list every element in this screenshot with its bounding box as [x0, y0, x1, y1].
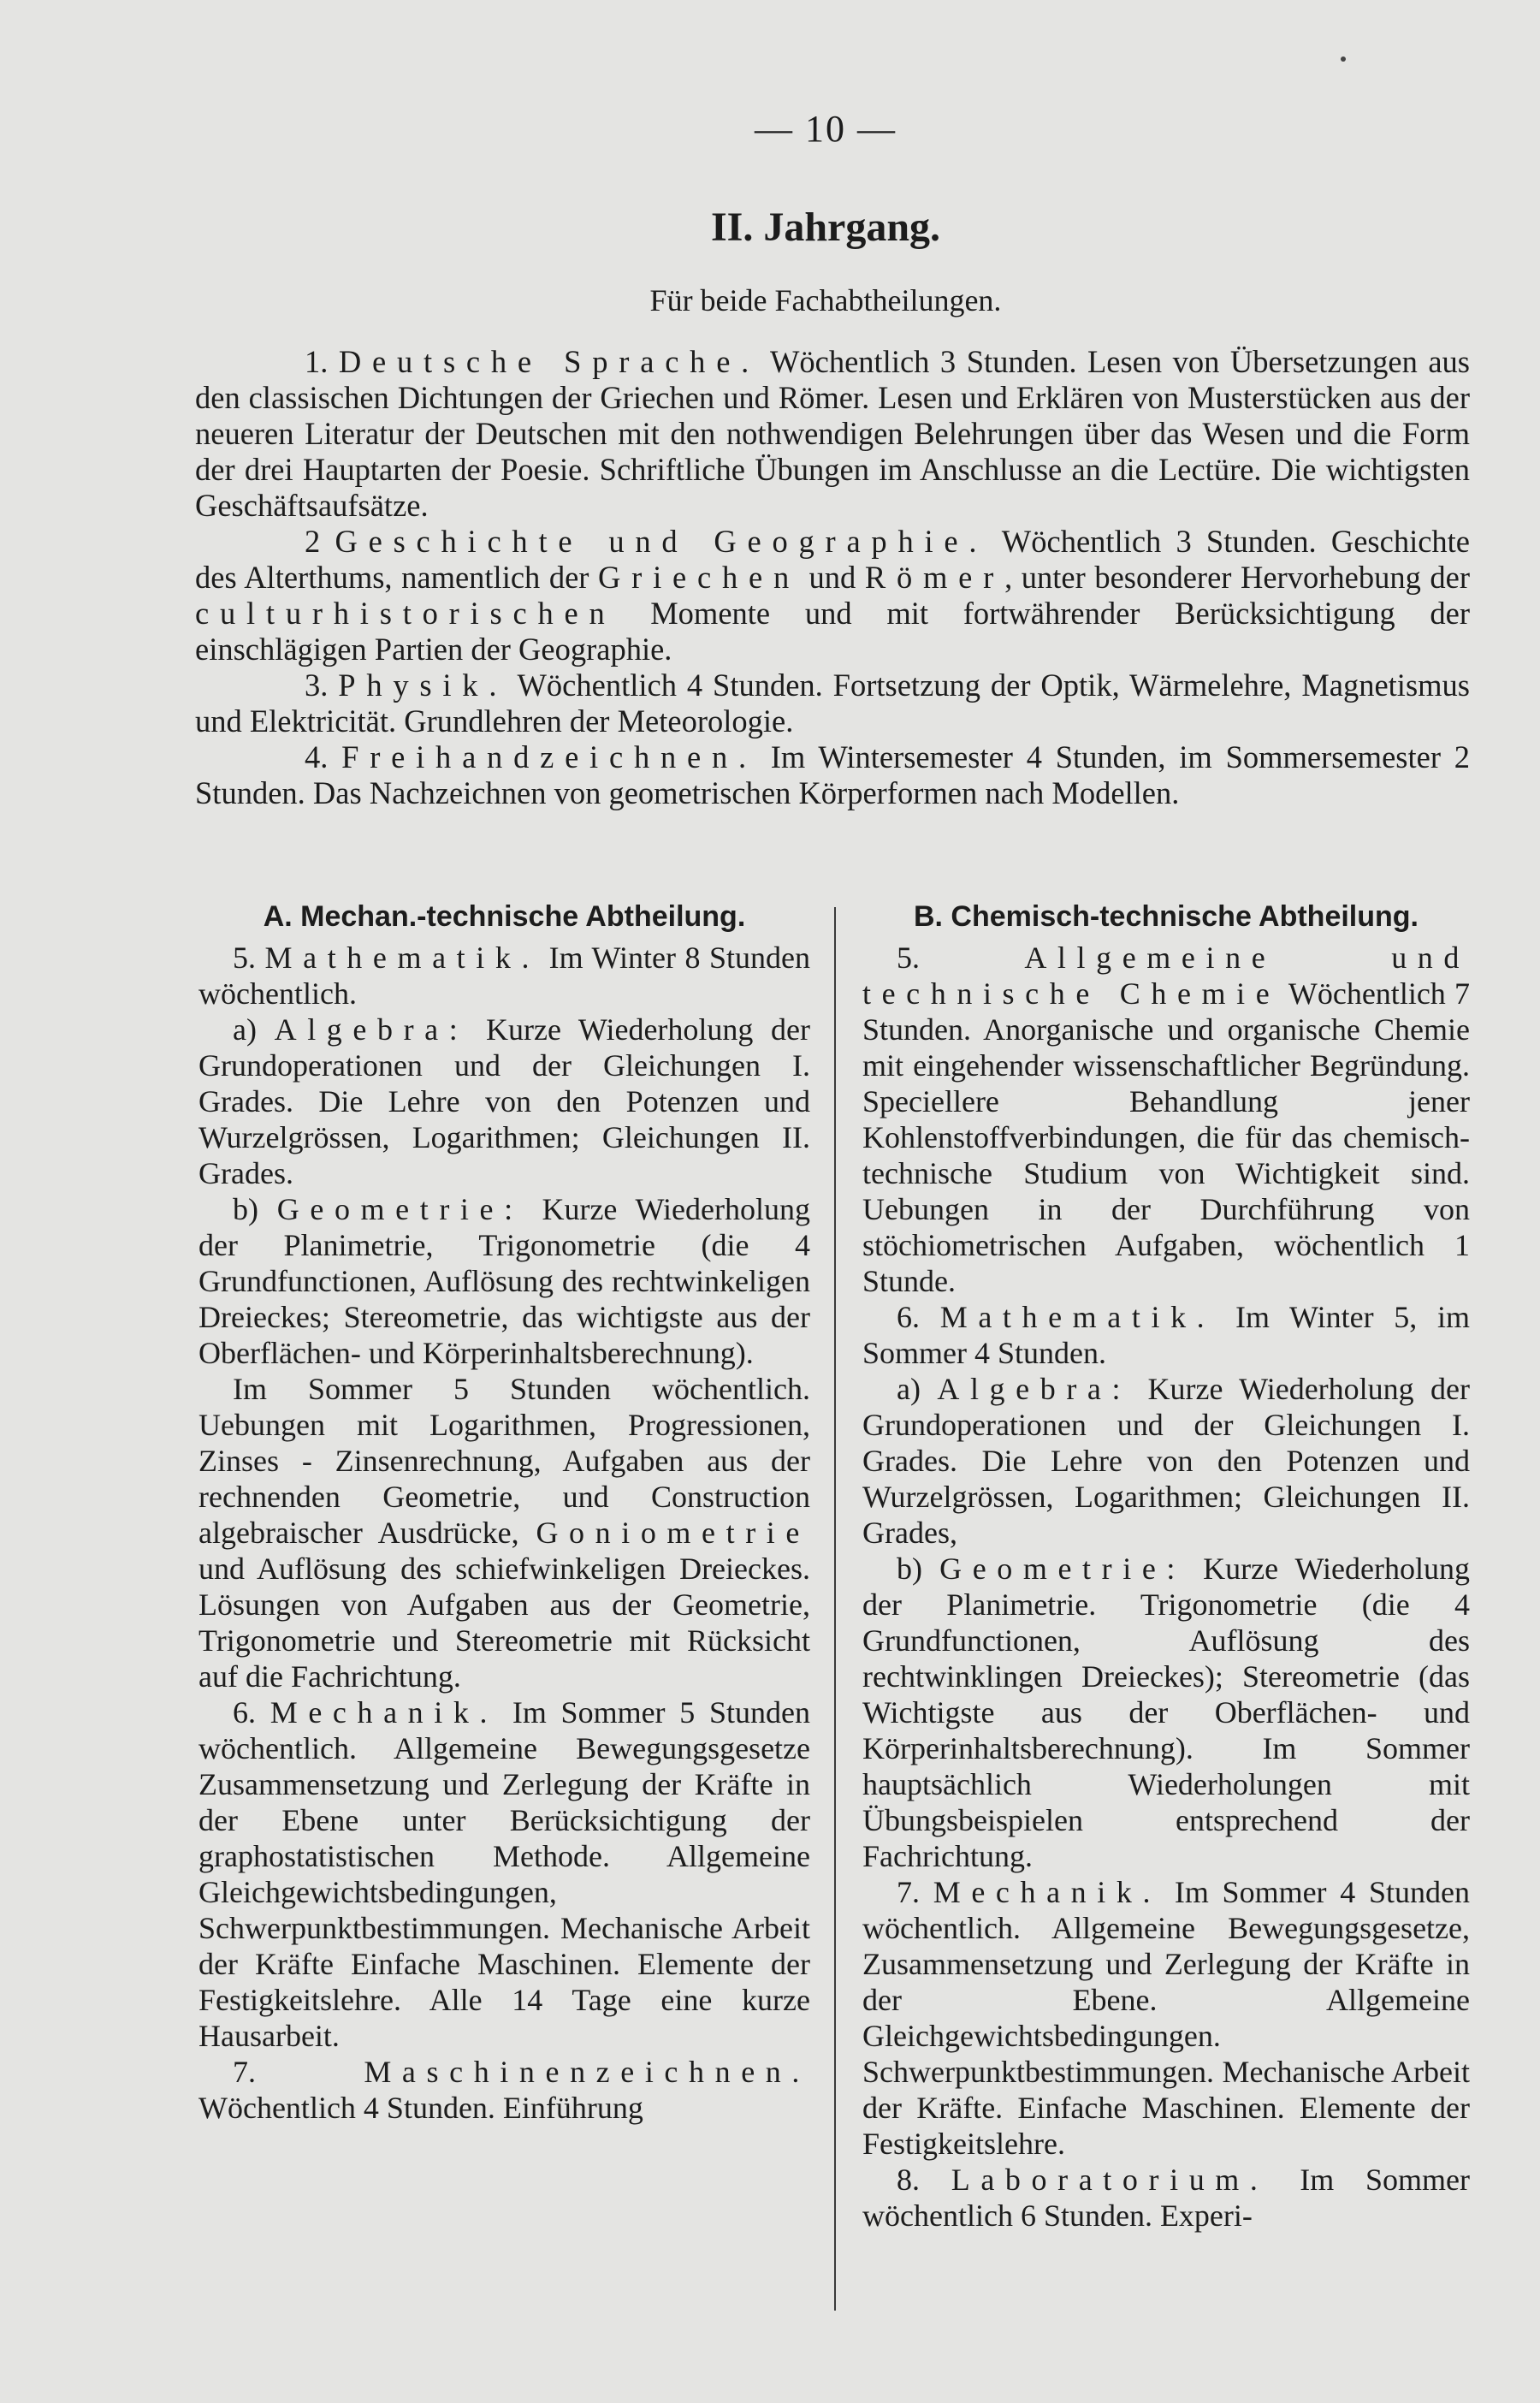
page-title: II. Jahrgang. — [710, 205, 941, 250]
section-label: Maschinenzeichnen. — [364, 2055, 810, 2089]
section-physik — [195, 668, 1470, 739]
section-label: Mathematik. — [939, 1300, 1216, 1334]
column-heading: B. Chemisch-technische Abtheilung. — [913, 900, 1419, 933]
section-number: 1. — [305, 344, 329, 379]
section-number: 8. — [897, 2163, 920, 2197]
section-text: Im Sommer 5 Stunden wöchentlich. Allgemeine Bewegungsgesetze Zusammensetzung und Zerlegung der Kräfte in der Ebene unter Berücksichtigung der graphostatistischen Methode. Allgemeine Gleichgewichtsbedingungen, Schwerpunktbestimmungen. Mechanische Arbeit der Kräfte Einfache Maschinen. Elemente der Festigkeitslehre. Alle 14 Tage eine kurze Hausarbeit. — [198, 1695, 811, 2053]
section-label: Laboratorium. — [951, 2163, 1269, 2197]
section-text: Wöchentlich 3 Stunden. Lesen von Übersetzungen aus den classischen Dichtungen der Griechen und Römer. Lesen und Erklären von Musterstücken aus der neueren Literatur der Deutschen mit den nothwendigen Belehrungen über das Wesen und die Form der drei Hauptarten der Poesie. Schriftliche Übungen im Anschlusse an die Lectüre. Die wichtigsten Geschäftsaufsätze. — [195, 344, 1470, 523]
section-label: Freihandzeichnen. — [341, 739, 757, 774]
section-label: Deutsche Sprache. — [338, 344, 761, 379]
item-prefix: a) — [897, 1372, 921, 1406]
section-text: Wöchentlich 3 Stunden. Geschichte des Alterthums, namentlich der — [195, 524, 1471, 595]
section-number: 2 — [305, 524, 321, 559]
section-number: 6. — [897, 1300, 920, 1334]
section-text: Wöchentlich 4 Stunden. Einführung — [198, 2091, 643, 2125]
section-number: 3. — [305, 668, 329, 703]
section-text: und Auflösung des schiefwinkeligen Dreieckes. Lösungen von Aufgaben aus der Geometrie, Trigonometrie und Stereometrie mit Rücksicht auf die Fachrichtung. — [198, 1552, 810, 1694]
subject-geometrie — [198, 1191, 810, 1371]
section-label: Mechanik. — [933, 1875, 1162, 1909]
section-text: Wöchentlich 7 Stunden. Anorganische und organische Chemie mit eingehender wissenschaftlicher Begründung. Speciellere Behandlung jener Kohlenstoffverbindungen, die für das chemisch-technische Studium von Wichtigkeit sind. Uebungen in der Durchführung von stöchiometrischen Aufgaben, wöchentlich 1 Stunde. — [862, 976, 1470, 1298]
emphasis-text: Goniometrie — [536, 1516, 810, 1550]
section-text: Im Wintersemester 4 Stunden, im Sommersemester 2 Stunden. Das Nachzeichnen von geometrischen Körperformen nach Modellen. — [195, 739, 1471, 810]
section-text: , unter besonderer Hervorhebung der — [1004, 560, 1470, 595]
item-prefix: a) — [233, 1012, 257, 1047]
section-text: Kurze Wiederholung der Grundoperationen und der Gleichungen I. Grades. Die Lehre von den Potenzen und Wurzelgrössen, Logarithmen; Gleichungen II. Grades, — [862, 1372, 1471, 1550]
section-freihandzeichnen — [195, 739, 1470, 811]
section-label: Geometrie: — [939, 1552, 1187, 1586]
subject-mathematik — [198, 940, 810, 1012]
subject-mathematik — [862, 1299, 1470, 1371]
section-text: Wöchentlich 4 Stunden. Fortsetzung der Optik, Wärmelehre, Magnetismus und Elektricität. Grundlehren der Meteorologie. — [195, 668, 1471, 739]
section-number: 5. — [897, 940, 920, 975]
item-prefix: b) — [233, 1192, 258, 1226]
intro-section — [195, 344, 1470, 811]
column-chemical — [862, 899, 1470, 2234]
subject-summer — [198, 1371, 810, 1694]
subject-algebra — [862, 1371, 1470, 1551]
section-label: Mathematik. — [264, 940, 541, 975]
section-text: Im Winter 8 Stunden wöchentlich. — [198, 940, 810, 1011]
subject-mechanik — [862, 1874, 1470, 2162]
section-text: Im Sommer 4 Stunden wöchentlich. Allgemeine Bewegungsgesetze, Zusammensetzung und Zerlegung der Kräfte in der Ebene. Allgemeine Gleichgewichtsbedingungen. Schwerpunktbestimmungen. Mechanische Arbeit der Kräfte. Einfache Maschinen. Elemente der Festigkeitslehre. — [862, 1875, 1471, 2161]
section-number: 7. — [897, 1875, 920, 1909]
section-number: 6. — [233, 1695, 256, 1730]
column-heading: A. Mechan.-technische Abtheilung. — [263, 900, 746, 933]
section-text: und — [808, 560, 856, 595]
emphasis-text: Griechen — [598, 560, 800, 595]
subject-algebra — [198, 1012, 810, 1191]
subject-chemie — [862, 940, 1470, 1299]
page-number: — 10 — — [755, 108, 897, 150]
section-text: Im Sommer wöchentlich 6 Stunden. Experi- — [862, 2163, 1471, 2233]
section-text: Im Sommer 5 Stunden wöchentlich. Uebungen mit Logarithmen, Progressionen, Zinses - Zinsenrechnung, Aufgaben aus der rechnenden Geometrie, und Construction algebraischer Ausdrücke, — [198, 1372, 810, 1550]
section-text: Kurze Wiederholung der Grundoperationen und der Gleichungen I. Grades. Die Lehre von den Potenzen und Wurzelgrössen, Logarithmen; Gleichungen II. Grades. — [198, 1012, 811, 1190]
section-text: Kurze Wiederholung der Planimetrie. Trigonometrie (die 4 Grundfunctionen, Auflösung des rechtwinklingen Dreieckes); Stereometrie (das Wichtigste aus der Oberflächen- und Körperinhaltsberechnung). Im Sommer hauptsächlich Wiederholungen mit Übungsbeispielen entsprechend der Fachrichtung. — [862, 1552, 1470, 1873]
section-label: Allgemeine und technische Chemie — [862, 940, 1470, 1011]
section-number: 7. — [233, 2055, 256, 2089]
section-label: Geschichte und Geographie. — [335, 524, 988, 559]
print-speck — [1341, 56, 1346, 62]
section-label: Mechanik. — [270, 1695, 499, 1730]
subject-maschinenzeichnen — [198, 2054, 810, 2126]
section-geschichte — [195, 524, 1470, 668]
subject-laboratorium — [862, 2162, 1470, 2234]
section-text: Momente und mit fortwährender Berücksichtigung der einschlägigen Partien der Geographie. — [195, 596, 1470, 667]
section-deutsche-sprache — [195, 344, 1470, 524]
page-subtitle: Für beide Fachabtheilungen. — [649, 283, 1002, 317]
column-divider — [834, 907, 836, 2311]
section-number: 5. — [233, 940, 256, 975]
section-label: Algebra: — [937, 1372, 1132, 1406]
subject-geometrie — [862, 1551, 1470, 1874]
section-label: Algebra: — [274, 1012, 469, 1047]
emphasis-text: culturhistorischen — [195, 596, 616, 631]
column-mechanical — [198, 899, 810, 2126]
item-prefix: b) — [897, 1552, 922, 1586]
section-text: Im Winter 5, im Sommer 4 Stunden. — [862, 1300, 1470, 1370]
section-label: Geometrie: — [276, 1192, 524, 1226]
section-label: Physik. — [338, 668, 508, 703]
emphasis-text: Römer — [864, 560, 1005, 595]
section-number: 4. — [305, 739, 329, 774]
subject-mechanik — [198, 1694, 810, 2054]
section-text: Kurze Wiederholung der Planimetrie, Trigonometrie (die 4 Grundfunctionen, Auflösung des rechtwinkeligen Dreieckes; Stereometrie, das wichtigste aus der Oberflächen- und Körperinhaltsberechnung). — [198, 1192, 811, 1370]
